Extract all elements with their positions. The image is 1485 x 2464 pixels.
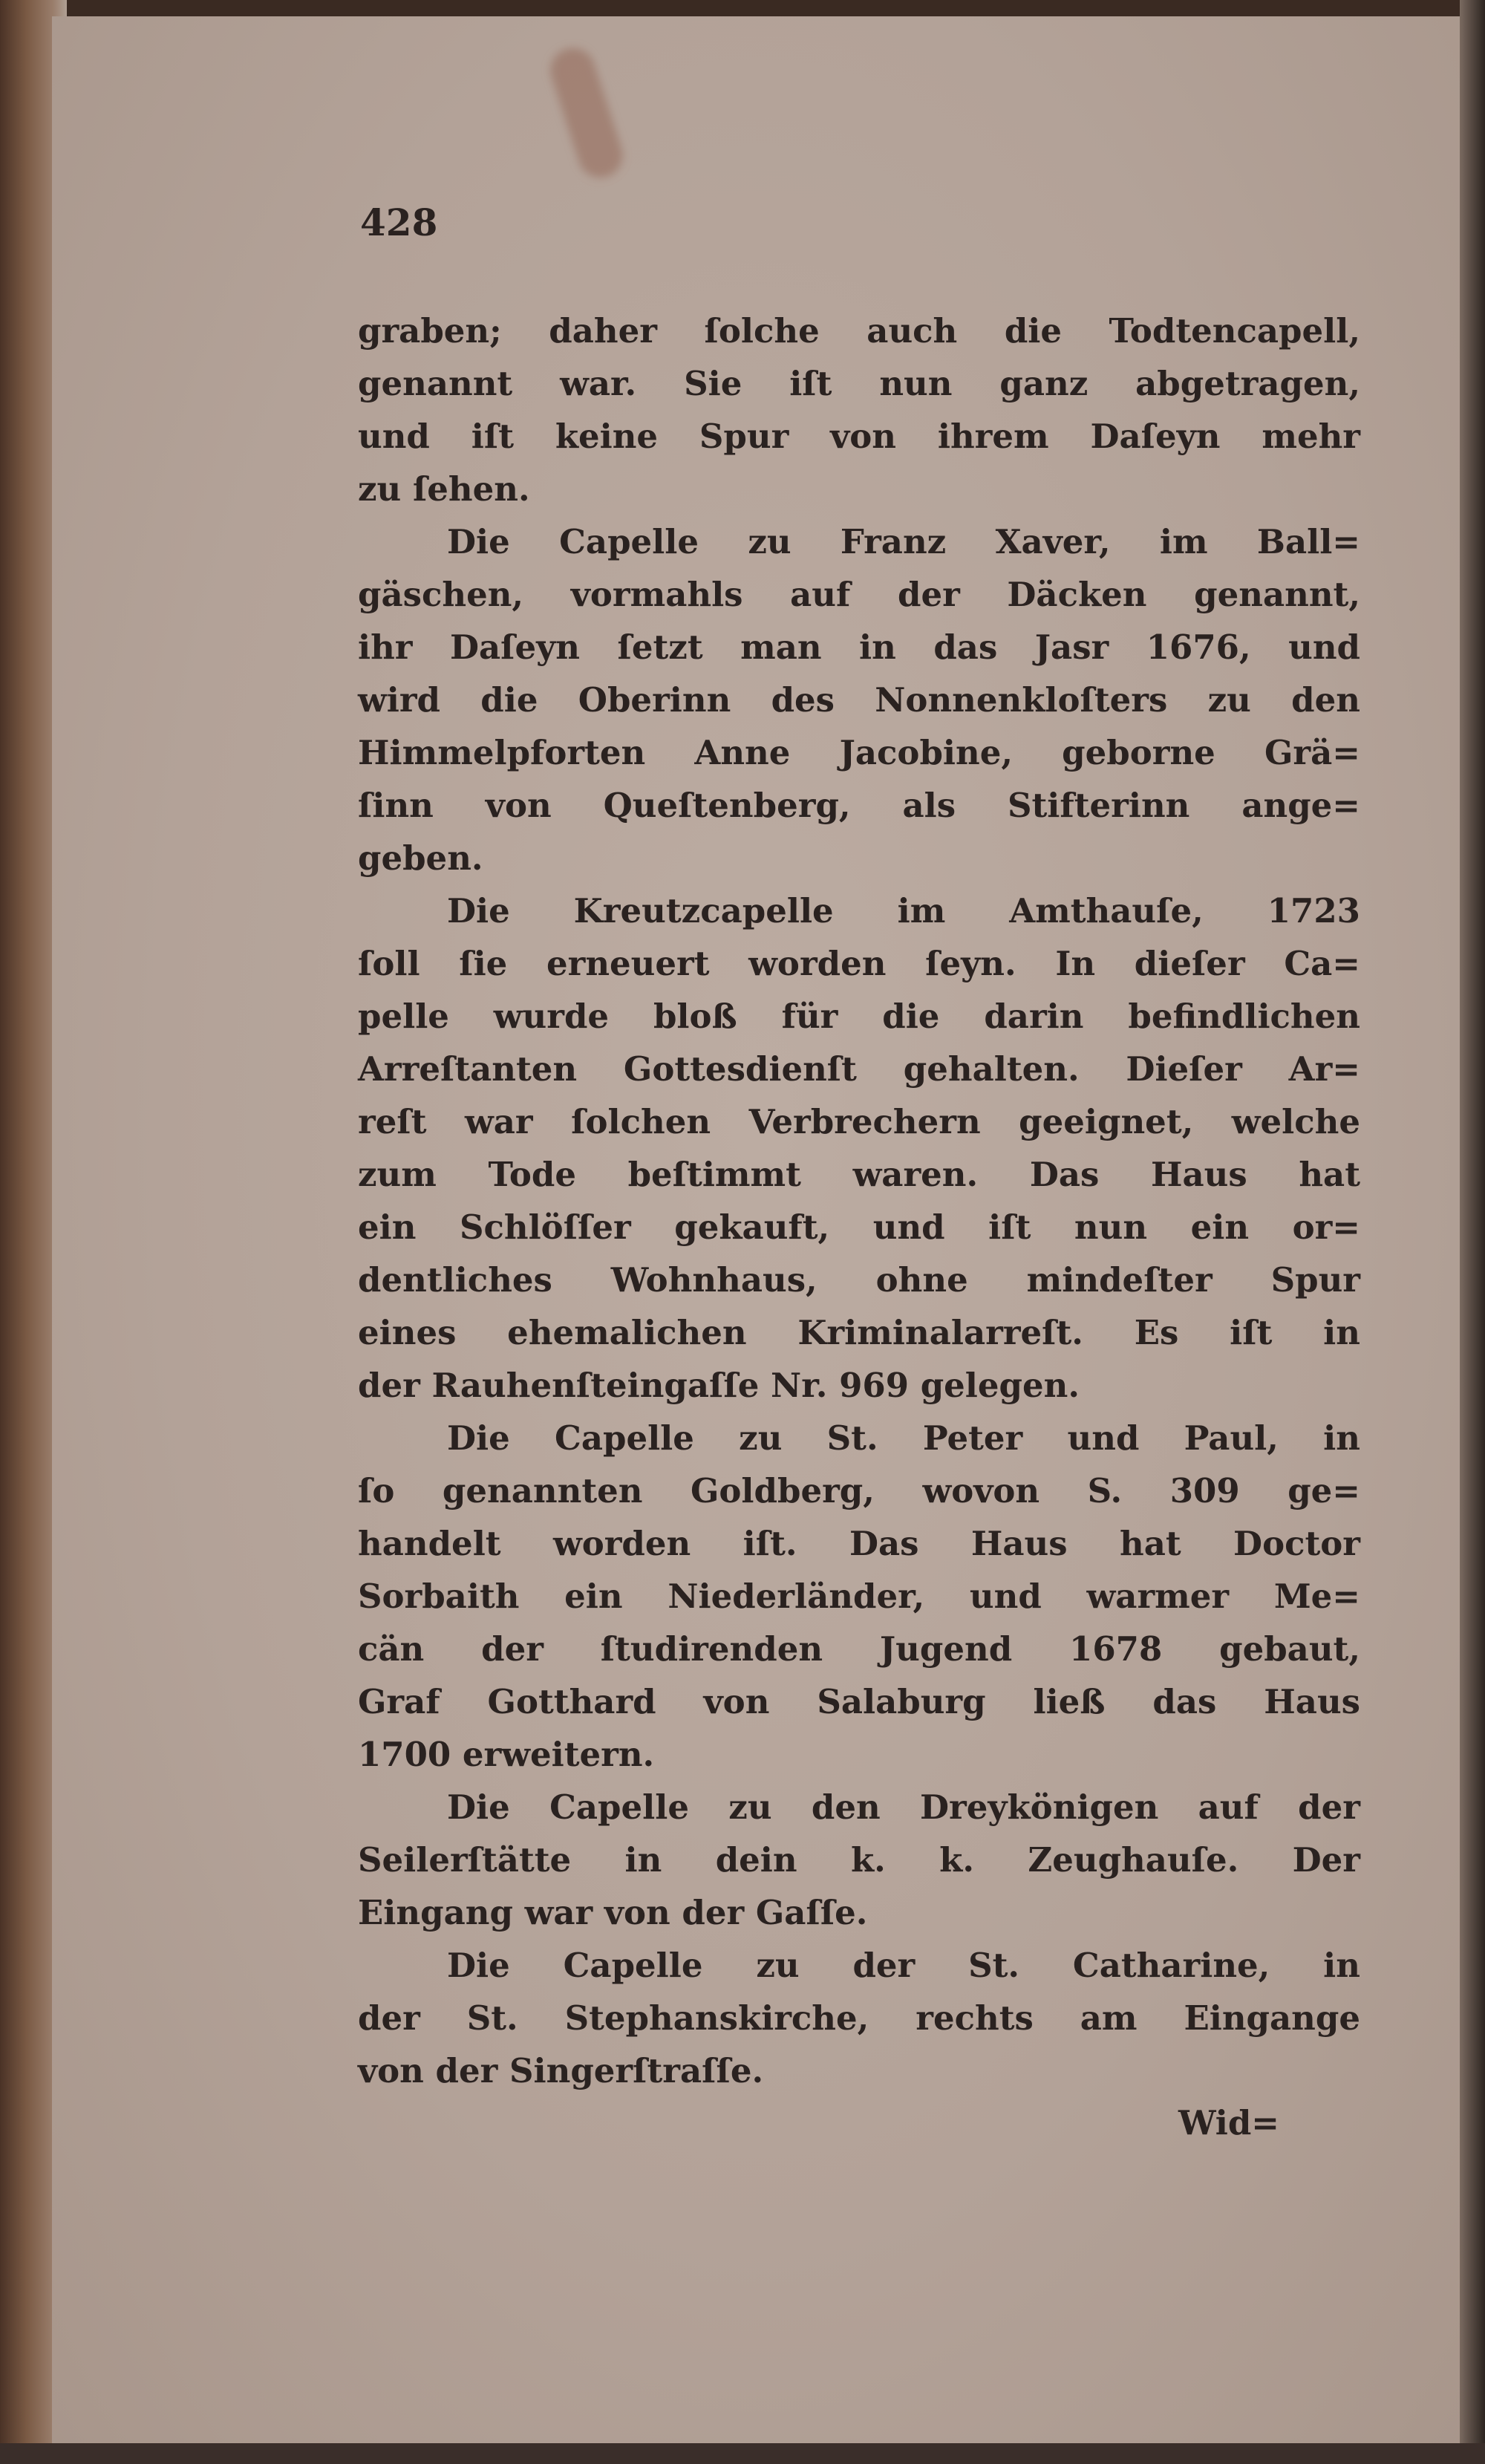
text-line: graben; daher ſolche auch die Todtencapell, xyxy=(358,311,1360,351)
text-line: eines ehemalichen Kriminalarreſt. Es iſt in xyxy=(358,1313,1360,1352)
page-bottom-edge xyxy=(0,2443,1485,2464)
text-line: der St. Stephanskirche, rechts am Eingange xyxy=(358,1998,1360,2038)
text-line: der Rauhenſteingaſſe Nr. 969 gelegen. xyxy=(358,1366,1080,1405)
text-line: ſoll ſie erneuert worden ſeyn. In dieſer Ca= xyxy=(358,944,1360,983)
text-line: Sorbaith ein Niederländer, und warmer Me= xyxy=(358,1577,1360,1616)
text-line: geben. xyxy=(358,838,483,878)
paragraph xyxy=(358,515,1360,884)
text-line: Eingang war von der Gaſſe. xyxy=(358,1893,868,1932)
text-line: ein Schlöſſer gekauft, und iſt nun ein or= xyxy=(358,1207,1360,1247)
paper-stain xyxy=(545,42,629,183)
text-line: cän der ſtudirenden Jugend 1678 gebaut, xyxy=(358,1629,1360,1669)
page-right-edge xyxy=(1460,0,1485,2464)
text-line: Die Capelle zu den Dreykönigen auf der xyxy=(447,1787,1360,1827)
text-line: zum Tode beſtimmt waren. Das Haus hat xyxy=(358,1155,1360,1194)
page-number: 428 xyxy=(360,201,438,244)
text-line: ſo genannten Goldberg, wovon S. 309 ge= xyxy=(358,1471,1360,1510)
text-line: Die Capelle zu St. Peter und Paul, in xyxy=(447,1418,1360,1458)
text-line: ſinn von Queſtenberg, als Stifterinn ange= xyxy=(358,786,1360,825)
text-line: handelt worden iſt. Das Haus hat Doctor xyxy=(358,1524,1360,1563)
catchword: Wid= xyxy=(1178,2103,1280,2142)
text-line: wird die Oberinn des Nonnenkloſters zu den xyxy=(358,680,1360,720)
text-line: dentliches Wohnhaus, ohne mindeſter Spur xyxy=(358,1260,1360,1300)
text-line: Himmelpforten Anne Jacobine, geborne Grä= xyxy=(358,733,1360,772)
text-line: und iſt keine Spur von ihrem Daſeyn mehr xyxy=(358,417,1360,456)
text-line: reſt war ſolchen Verbrechern geeignet, welche xyxy=(358,1102,1360,1141)
text-line: Die Capelle zu der St. Catharine, in xyxy=(447,1946,1360,1985)
text-line: Graf Gotthard von Salaburg ließ das Haus xyxy=(358,1682,1360,1721)
text-line: Die Kreutzcapelle im Amthauſe, 1723 xyxy=(447,891,1360,930)
text-line: Seilerſtätte in dein k. k. Zeughauſe. Der xyxy=(358,1840,1360,1880)
text-line: 1700 erweitern. xyxy=(358,1735,655,1774)
paragraph xyxy=(358,1781,1360,1939)
text-line: Arreſtanten Gottesdienſt gehalten. Dieſer Ar= xyxy=(358,1049,1360,1089)
body-text xyxy=(358,304,1360,2097)
text-line: pelle wurde bloß für die darin befindlichen xyxy=(358,997,1360,1036)
paragraph xyxy=(358,1939,1360,2097)
text-line: gäschen, vormahls auf der Däcken genannt, xyxy=(358,575,1360,614)
paragraph xyxy=(358,884,1360,1412)
text-line: von der Singerſtraſſe. xyxy=(358,2051,764,2090)
paragraph xyxy=(358,304,1360,515)
paragraph xyxy=(358,1412,1360,1781)
text-line: zu ſehen. xyxy=(358,469,530,509)
text-line: ihr Daſeyn ſetzt man in das Jasr 1676, und xyxy=(358,628,1360,667)
text-line: Die Capelle zu Franz Xaver, im Ball= xyxy=(447,522,1360,561)
text-line: genannt war. Sie iſt nun ganz abgetragen, xyxy=(358,364,1360,403)
